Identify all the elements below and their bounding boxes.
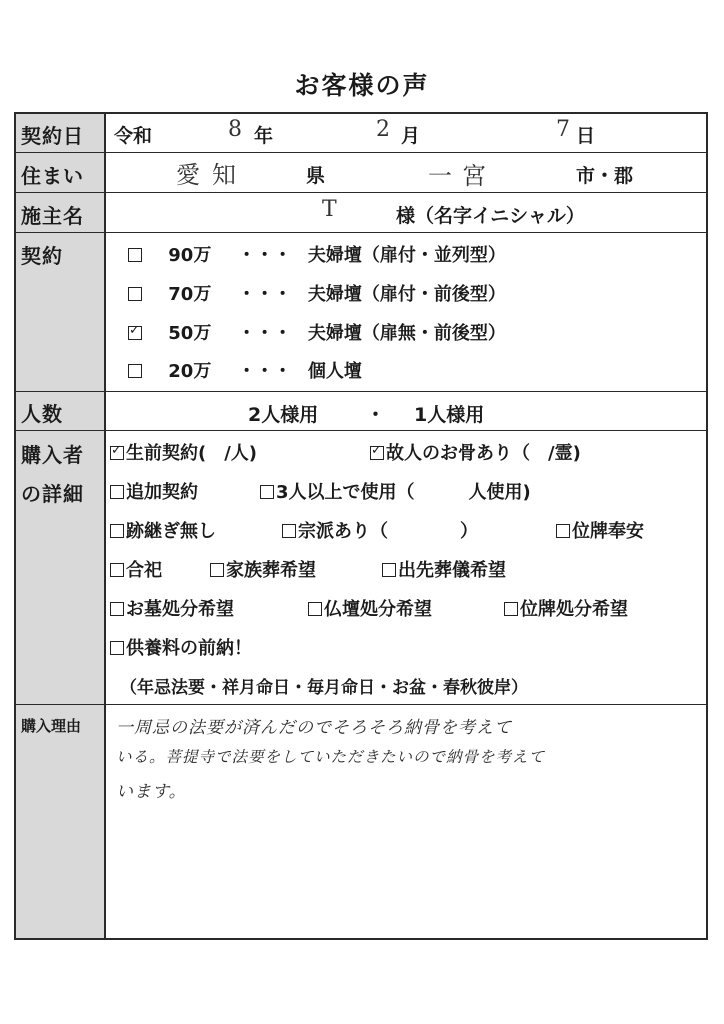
checkbox-grave-disposal[interactable]: お墓処分希望 — [110, 595, 234, 621]
contract-date-label: 契約日 — [21, 124, 84, 148]
month-value: 2 — [376, 117, 390, 142]
reason-label: 購入理由 — [21, 717, 82, 735]
checkbox-icon[interactable] — [282, 524, 296, 538]
day-unit: 日 — [576, 125, 596, 147]
checkbox-icon[interactable] — [556, 524, 570, 538]
contract-option[interactable]: ✓ 50万 ・・・ 夫婦壇（扉無・前後型） — [128, 319, 506, 345]
era-text: 令和 — [114, 125, 153, 147]
checkbox-remote-funeral[interactable]: 出先葬儀希望 — [382, 556, 506, 582]
client-initial: T — [322, 197, 337, 222]
contract-option[interactable]: 70万 ・・・ 夫婦壇（扉付・前後型） — [128, 280, 506, 306]
checkbox-living-contract[interactable]: ✓生前契約( /人) — [110, 439, 257, 465]
checkbox-ihai-enshrine[interactable]: 位牌奉安 — [556, 517, 644, 543]
city-value: 一宮 — [428, 162, 496, 190]
checkbox-remains[interactable]: ✓ 故人のお骨あり（ /霊) — [370, 439, 581, 465]
checkbox-icon[interactable] — [382, 563, 396, 577]
row-residence — [16, 153, 706, 193]
prefecture-unit: 県 — [306, 165, 326, 187]
checkbox-sect[interactable]: 宗派あり（ ） — [282, 517, 478, 543]
checkbox-icon[interactable] — [110, 602, 124, 616]
checkbox-additional-contract[interactable]: 追加契約 — [110, 478, 198, 504]
row-contract — [16, 233, 706, 392]
people-label: 人数 — [21, 402, 63, 426]
year-unit: 年 — [254, 125, 274, 147]
checkbox-icon[interactable] — [110, 524, 124, 538]
client-label: 施主名 — [21, 204, 84, 228]
people-separator: ・ — [366, 404, 386, 426]
checkbox-family-funeral[interactable]: 家族葬希望 — [210, 556, 316, 582]
checkbox-icon[interactable] — [128, 364, 142, 378]
buyer-label-line2: の詳細 — [21, 482, 84, 506]
memorial-note: （年忌法要・祥月命日・毎月命日・お盆・春秋彼岸） — [120, 678, 528, 698]
checkbox-icon[interactable] — [110, 641, 124, 655]
checkbox-checked-icon[interactable] — [110, 446, 124, 460]
checkbox-icon[interactable] — [110, 563, 124, 577]
residence-label: 住まい — [21, 164, 84, 188]
checkbox-joint-burial[interactable]: 合祀 — [110, 556, 162, 582]
reason-line-1: 一周忌の法要が済んだのでそろそろ納骨を考えて — [116, 718, 512, 738]
contract-option[interactable]: 90万 ・・・ 夫婦壇（扉付・並列型） — [128, 241, 506, 267]
checkbox-prepaid-memorial[interactable]: 供養料の前納！ — [110, 634, 252, 660]
contract-label: 契約 — [21, 244, 63, 268]
checkbox-icon[interactable] — [260, 485, 274, 499]
contract-option[interactable]: 20万 ・・・ 個人壇 — [128, 357, 362, 383]
reason-line-2: いる。菩提寺で法要をしていただきたいので納骨を考えて — [116, 748, 546, 766]
checkbox-ihai-disposal[interactable]: 位牌処分希望 — [504, 595, 628, 621]
checkbox-icon[interactable] — [128, 248, 142, 262]
row-purchase-reason — [16, 705, 706, 938]
checkbox-icon[interactable] — [110, 485, 124, 499]
month-unit: 月 — [401, 125, 421, 147]
checkbox-icon[interactable] — [504, 602, 518, 616]
checkbox-checked-icon[interactable] — [370, 446, 384, 460]
survey-form — [14, 112, 708, 940]
checkbox-checked-icon[interactable] — [128, 326, 142, 340]
people-option-1[interactable]: 1人様用 — [414, 404, 485, 426]
checkbox-icon[interactable] — [308, 602, 322, 616]
day-value: 7 — [556, 117, 570, 142]
city-unit: 市・郡 — [576, 165, 634, 187]
buyer-label-line1: 購入者 — [21, 443, 84, 467]
year-value: 8 — [228, 117, 242, 142]
people-option-2[interactable]: 2人様用 — [248, 404, 319, 426]
checkbox-three-or-more[interactable]: 3人以上で使用（ 人使用) — [260, 478, 531, 504]
row-contract-date — [16, 114, 706, 153]
row-client — [16, 193, 706, 233]
checkbox-icon[interactable] — [128, 287, 142, 301]
checkbox-altar-disposal[interactable]: 仏壇処分希望 — [308, 595, 432, 621]
row-people — [16, 392, 706, 431]
prefecture-value: 愛知 — [176, 161, 248, 189]
client-suffix: 様（名字イニシャル） — [396, 205, 585, 227]
checkbox-icon[interactable] — [210, 563, 224, 577]
checkbox-no-heir[interactable]: 跡継ぎ無し — [110, 517, 216, 543]
page-title: お客様の声 — [294, 71, 430, 100]
reason-line-3: います。 — [116, 782, 187, 802]
row-buyer-details — [16, 431, 706, 705]
